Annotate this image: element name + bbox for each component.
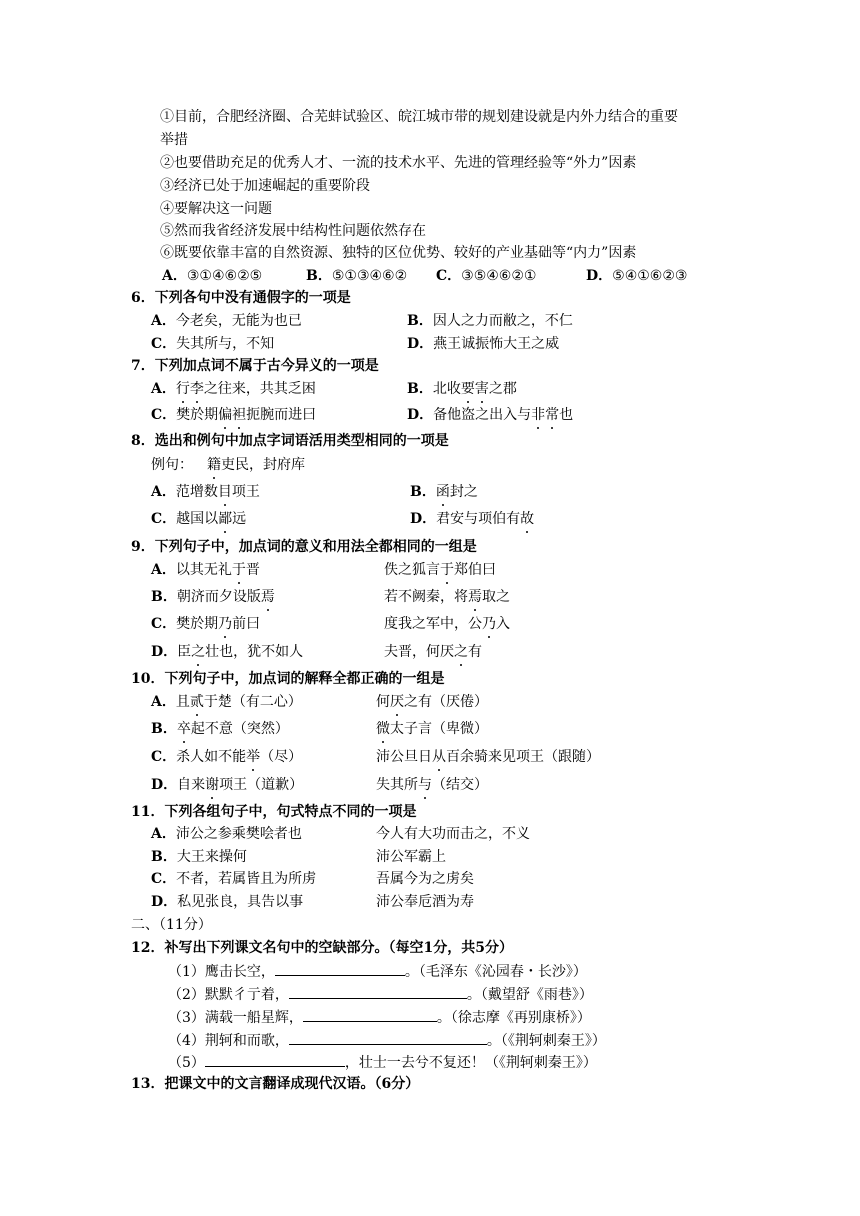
q10-option-c-right — [376, 748, 600, 766]
option-text: 入 — [496, 616, 510, 632]
q11-option-d-right: 沛公奉卮酒为寿 — [376, 894, 474, 910]
q9-option-d-right — [384, 643, 482, 661]
option-key: C． — [151, 616, 177, 632]
option-key: C． — [151, 511, 177, 527]
option-key: A． — [151, 381, 176, 397]
option-key: B． — [306, 268, 332, 284]
option-text: 夫晋，何厌 — [384, 644, 454, 660]
q8-example — [151, 456, 305, 474]
q9-option-c-left — [151, 615, 260, 633]
option-key: C． — [151, 407, 177, 423]
option-text: ③⑤④⑥②① — [461, 268, 537, 284]
item-source: ，壮士一去兮不复还！（《荆轲刺秦王》） — [344, 1055, 597, 1071]
option-key: A． — [151, 484, 176, 500]
q11-option-d-left — [151, 893, 303, 911]
q12-stem: 12．补写出下列课文名句中的空缺部分。（每空1分，共5分） — [131, 940, 513, 956]
q11-option-c-left — [151, 870, 316, 888]
option-text: 且 — [175, 694, 190, 710]
item-number: （5） — [168, 1055, 205, 1071]
q7-stem: 7．下列加点词不属于古今异义的一项是 — [131, 358, 379, 374]
q11-option-b-left — [151, 848, 247, 866]
option-text: 太子言（卑微） — [390, 721, 488, 737]
option-key: D． — [410, 511, 437, 527]
q10-stem: 10．下列句子中，加点词的解释全都正确的一组是 — [131, 671, 445, 687]
q8-option-b — [410, 483, 478, 501]
dotted-char: 目 — [217, 484, 232, 500]
item-number: （3） — [168, 1010, 205, 1026]
q5-sentence-6: ⑥既要依靠丰富的自然资源、独特的区位优势、较好的产业基础等“内力”因素 — [160, 245, 637, 261]
option-text: 郑伯曰 — [454, 562, 496, 578]
q7-option-b — [407, 380, 517, 398]
dotted-char: 与 — [418, 777, 432, 793]
option-text: 以其无礼 — [175, 562, 232, 578]
answer-blank[interactable] — [303, 1007, 437, 1022]
option-key: B． — [151, 589, 177, 605]
q6-stem: 6．下列各句中没有通假字的一项是 — [131, 290, 351, 306]
q10-option-b-right — [376, 720, 488, 738]
q11-option-b-right: 沛公军霸上 — [376, 849, 446, 865]
item-number: （2） — [168, 987, 205, 1003]
q12-item-2 — [168, 984, 593, 1004]
option-text: ⑤①③④⑥② — [331, 268, 408, 284]
option-text: 樊於期 — [176, 407, 219, 423]
q12-item-4 — [168, 1030, 606, 1050]
option-text: 若不阙秦，将 — [384, 589, 468, 605]
item-source: 。（戴望舒《雨巷》） — [466, 987, 593, 1003]
q5-sentence-2: ②也要借助充足的优秀人才、一流的技术水平、先进的管理经验等“外力”因素 — [160, 155, 637, 171]
option-text: 壮也，犹不如人 — [205, 644, 304, 660]
option-text: 之郡 — [488, 381, 517, 397]
q5-sentence-4: ④要解决这一问题 — [160, 201, 272, 217]
dotted-char: 卒 — [176, 721, 191, 737]
dotted-char: 要 — [460, 381, 475, 397]
option-text: 范增数 — [175, 484, 218, 500]
option-text: 前曰 — [232, 616, 261, 632]
option-text: 不者，若属皆且为所虏 — [176, 871, 317, 887]
q12-item-3 — [168, 1007, 591, 1027]
option-key: C． — [151, 871, 177, 887]
option-text: 也 — [559, 407, 574, 423]
option-text: 燕王诚振怖大王之威 — [433, 336, 560, 352]
answer-blank[interactable] — [275, 961, 405, 976]
option-text: 项王 — [231, 484, 260, 500]
option-text: （结交） — [432, 777, 488, 793]
option-key: A． — [151, 694, 176, 710]
item-text: 荆轲和而歌， — [204, 1033, 289, 1049]
q8-option-a — [151, 483, 260, 501]
option-text: 越国以 — [176, 511, 219, 527]
q5-option-c — [436, 267, 536, 285]
option-text: 失其所 — [376, 777, 418, 793]
option-text: 今老矣，无能为也已 — [175, 313, 302, 329]
q10-option-a-left — [151, 693, 302, 711]
dotted-char: 袒 — [232, 407, 247, 423]
option-text: 远 — [232, 511, 247, 527]
section-2-heading: 二、（11分） — [131, 917, 212, 933]
q5-sentence-5: ⑤然而我省经济发展中结构性问题依然存在 — [160, 223, 426, 239]
q10-option-a-right — [376, 693, 488, 711]
option-text: 于楚（有二心） — [203, 694, 302, 710]
q7-option-a — [151, 380, 316, 398]
option-text: 有 — [468, 644, 482, 660]
dotted-char: 于 — [440, 562, 454, 578]
q9-stem: 9．下列句子中，加点词的意义和用法全都相同的一组是 — [131, 539, 477, 555]
item-source: 。（毛泽东《沁园春・长沙》） — [404, 964, 587, 980]
option-key: C． — [151, 749, 177, 765]
dotted-char: 乃 — [218, 616, 233, 632]
item-source: 。（徐志摩《再别康桥》） — [436, 1010, 591, 1026]
option-text: 私见张良，具告以事 — [177, 894, 304, 910]
item-text: 鹰击长空， — [204, 964, 275, 980]
q6-option-d — [407, 335, 559, 353]
dotted-char: 举 — [246, 749, 261, 765]
option-key: D． — [151, 894, 178, 910]
option-text: 君安与项伯有 — [436, 511, 521, 527]
q10-option-d-right — [376, 776, 488, 794]
dotted-char: 籍 — [207, 457, 221, 473]
option-text: 失其所与，不知 — [176, 336, 275, 352]
dotted-char: 之 — [191, 644, 206, 660]
q8-option-c — [151, 510, 246, 528]
q9-option-b-left — [151, 588, 275, 606]
dotted-char: 函 — [435, 484, 450, 500]
q13-stem: 13．把课文中的文言翻译成现代汉语。（6分） — [131, 1076, 420, 1092]
q11-stem: 11．下列各组句子中，句式特点不同的一项是 — [131, 804, 417, 820]
q9-option-a-right — [384, 561, 496, 579]
dotted-char: 非 — [531, 407, 546, 423]
option-text: 起不意（突然） — [190, 721, 289, 737]
dotted-char: 从 — [432, 749, 446, 765]
option-key: B． — [410, 484, 436, 500]
option-text: 取之 — [482, 589, 510, 605]
option-key: A． — [151, 826, 176, 842]
option-text: 大王来操何 — [176, 849, 247, 865]
q9-option-a-left — [151, 561, 260, 579]
q7-option-c — [151, 406, 316, 424]
option-text: （尽） — [260, 749, 303, 765]
option-text: 封之 — [449, 484, 478, 500]
option-key: B． — [407, 313, 433, 329]
dotted-char: 故 — [520, 511, 535, 527]
dotted-char: 之 — [454, 644, 468, 660]
dotted-char: 焉 — [468, 589, 482, 605]
q12-item-5 — [168, 1052, 597, 1072]
dotted-char: 厌 — [390, 694, 404, 710]
dotted-char: 鄙 — [218, 511, 233, 527]
option-text: 樊於期 — [176, 616, 219, 632]
option-key: B． — [151, 849, 177, 865]
dotted-char: 害 — [474, 381, 489, 397]
q5-option-a — [162, 267, 262, 285]
q10-option-c-left — [151, 748, 302, 766]
q9-option-d-left — [151, 643, 303, 661]
option-text: 沛公之参乘樊哙者也 — [175, 826, 302, 842]
q11-option-c-right: 吾属今为之虏矣 — [376, 871, 474, 887]
item-text: 满载一船星辉， — [204, 1010, 303, 1026]
option-key: D． — [407, 407, 434, 423]
answer-blank[interactable] — [289, 984, 467, 999]
q6-option-c — [151, 335, 274, 353]
dotted-char: 李 — [189, 381, 204, 397]
q5-sentence-1: ①目前，合肥经济圈、合芜蚌试验区、皖江城市带的规划建设就是内外力结合的重要 — [160, 109, 678, 125]
q8-stem: 8．选出和例句中加点字词语活用类型相同的一项是 — [131, 433, 449, 449]
q9-option-c-right — [384, 615, 510, 633]
dotted-char: 谢 — [205, 777, 220, 793]
option-text: 之往来，共其乏困 — [203, 381, 316, 397]
q11-option-a-left — [151, 825, 302, 843]
item-source: 。（《荆轲刺秦王》） — [486, 1033, 606, 1049]
q5-option-b — [306, 267, 407, 285]
option-text: 朝济而夕设版 — [176, 589, 261, 605]
item-text: 默默彳亍着， — [204, 987, 289, 1003]
q11-option-a-right: 今人有大功而击之，不义 — [376, 826, 530, 842]
q7-option-d — [407, 406, 573, 424]
option-key: D． — [151, 644, 178, 660]
option-text: 扼腕而进曰 — [246, 407, 317, 423]
q5-sentence-3: ③经济已处于加速崛起的重要阶段 — [160, 178, 370, 194]
option-text: 北收 — [432, 381, 461, 397]
option-key: C． — [151, 336, 177, 352]
answer-blank[interactable] — [289, 1030, 487, 1045]
example-text: 吏民，封府库 — [221, 457, 305, 473]
option-key: D． — [151, 777, 178, 793]
dotted-char: 焉 — [260, 589, 275, 605]
option-text: 沛公旦日 — [376, 749, 432, 765]
item-number: （1） — [168, 964, 205, 980]
option-text: 百余骑来见项王（跟随） — [446, 749, 600, 765]
q10-option-d-left — [151, 776, 303, 794]
option-key: C． — [436, 268, 462, 284]
option-key: D． — [586, 268, 613, 284]
option-key: B． — [151, 721, 177, 737]
dotted-char: 乃 — [482, 616, 496, 632]
option-text: 佚之狐言 — [384, 562, 440, 578]
q12-item-1 — [168, 961, 587, 981]
option-text: 何 — [376, 694, 390, 710]
option-key: B． — [407, 381, 433, 397]
option-text: 度我之军中，公 — [384, 616, 482, 632]
option-text: 备他盗之出入与 — [433, 407, 532, 423]
option-text: 项王（道歉） — [219, 777, 304, 793]
dotted-char: 常 — [545, 407, 560, 423]
option-key: A． — [151, 562, 176, 578]
item-number: （4） — [168, 1033, 205, 1049]
dotted-char: 于 — [231, 562, 246, 578]
option-key: A． — [162, 268, 187, 284]
option-text: 臣 — [177, 644, 192, 660]
option-key: A． — [151, 313, 176, 329]
option-text: 之有（厌倦） — [404, 694, 488, 710]
dotted-char: 偏 — [218, 407, 233, 423]
q9-option-b-right — [384, 588, 510, 606]
q6-option-a — [151, 312, 302, 330]
option-text: 因人之力而敝之，不仁 — [432, 313, 573, 329]
answer-blank[interactable] — [205, 1052, 345, 1067]
example-label: 例句： — [151, 457, 193, 473]
option-text: 杀人如不能 — [176, 749, 247, 765]
option-key: D． — [407, 336, 434, 352]
q6-option-b — [407, 312, 573, 330]
option-text: ⑤④①⑥②③ — [612, 268, 688, 284]
dotted-char: 微 — [376, 721, 390, 737]
dotted-char: 贰 — [189, 694, 204, 710]
dotted-char: 行 — [175, 381, 190, 397]
q5-sentence-1-cont: 举措 — [160, 132, 188, 148]
q5-option-d — [586, 267, 687, 285]
option-text: 晋 — [245, 562, 260, 578]
option-text: 自来 — [177, 777, 206, 793]
q8-option-d — [410, 510, 534, 528]
q10-option-b-left — [151, 720, 289, 738]
option-text: ③①④⑥②⑤ — [186, 268, 263, 284]
